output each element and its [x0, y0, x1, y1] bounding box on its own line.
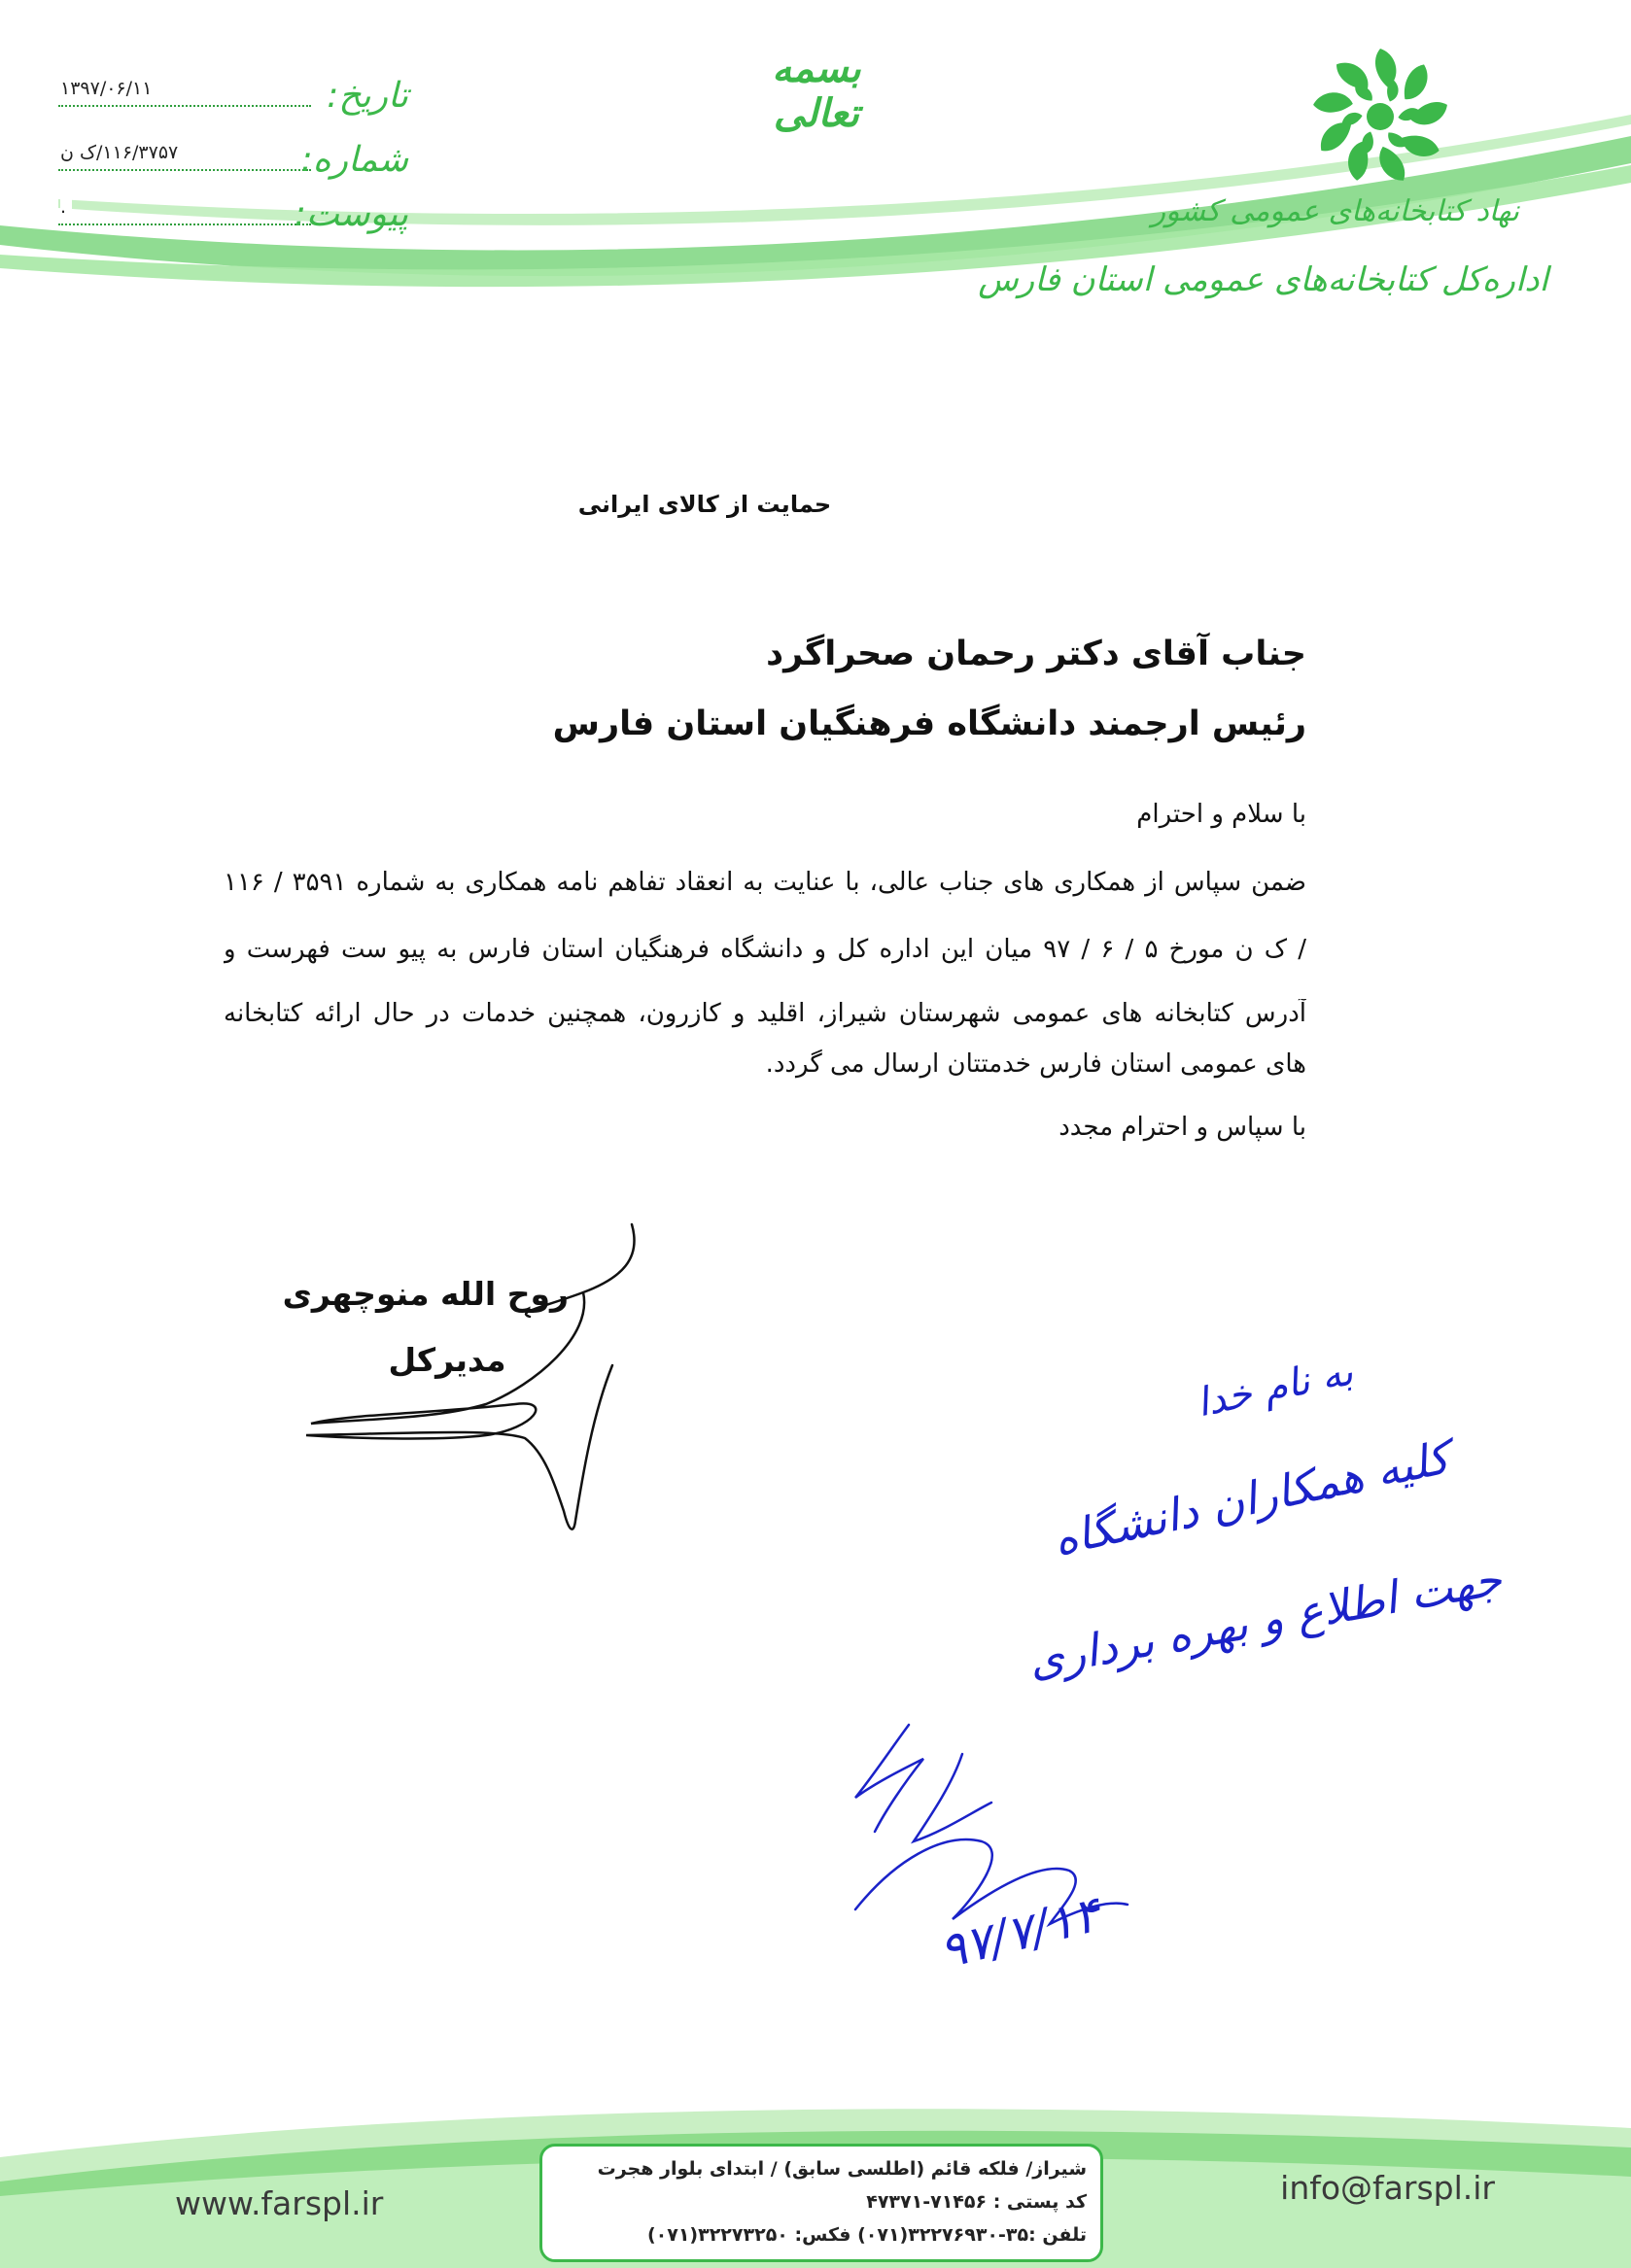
slogan: حمایت از کالای ایرانی [577, 491, 832, 518]
bismillah-heading: بسمه تعالی [772, 47, 861, 136]
recipient-title: رئیس ارجمند دانشگاه فرهنگیان استان فارس [552, 704, 1306, 743]
meta-number-value: ۱۱۶/۳۷۵۷/ک ن [60, 142, 184, 163]
body-line-2: / ک ن مورخ ۵ / ۶ / ۹۷ میان این اداره کل و دانشگاه فرهنگیان استان فارس به پیو ست فهرست و [224, 935, 1306, 964]
meta-date-label: تاریخ: [327, 76, 408, 116]
handwritten-note-line-3: جهت اطلاع و بهره برداری [1024, 1552, 1506, 1688]
signer-name: روح الله منوچهری [282, 1275, 569, 1313]
meta-attachment-label: پیوست: [294, 194, 408, 234]
organization-logo-emblem [1302, 39, 1458, 194]
meta-date-value: ۱۳۹۷/۰۶/۱۱ [60, 78, 157, 99]
director-signature-scribble [282, 1220, 680, 1540]
meta-attachment-value: . [60, 196, 72, 218]
footer-postal-code: کد پستی : ۷۱۴۵۶-۴۷۳۷۱ [866, 2191, 1087, 2213]
body-line-1: ضمن سپاس از همکاری های جناب عالی، با عنایت به انعقاد تفاهم نامه همکاری به شماره ۳۵۹۱ / ۱۱۶ [224, 868, 1306, 897]
meta-number-label: شماره: [300, 140, 408, 180]
meta-number-dotted-line [58, 169, 311, 171]
body-line-3: آدرس کتابخانه های عمومی شهرستان شیراز، اقلید و کازرون، همچنین خدمات در حال ارائه کتابخانه [224, 999, 1306, 1028]
body-line-4: های عمومی استان فارس خدمتتان ارسال می گردد. [765, 1049, 1306, 1079]
meta-attachment-dotted-line [58, 223, 311, 225]
meta-attachment-row [58, 194, 408, 241]
footer-phone-fax: تلفن :۳۵-۳۲۲۷۶۹۳۰(۰۷۱) فکس: ۳۲۲۷۳۲۵۰(۰۷۱) [646, 2224, 1087, 2246]
organization-name-national: نهاد کتابخانه‌های عمومی کشور [1151, 194, 1519, 228]
meta-date-row [58, 76, 408, 122]
handwritten-note-line-1: به نام خدا [1192, 1349, 1357, 1426]
recipient-name: جناب آقای دکتر رحمان صحراگرد [766, 635, 1306, 673]
handwritten-note-line-2: کلیه همکاران دانشگاه [1048, 1430, 1454, 1566]
handwritten-note-date: ۹۷/۷/۱۴ [933, 1885, 1106, 1980]
signer-title: مدیرکل [388, 1341, 506, 1379]
logo-petals [1312, 49, 1450, 186]
organization-name-provincial: اداره‌کل کتابخانه‌های عمومی استان فارس [978, 260, 1548, 299]
greeting: با سلام و احترام [1136, 800, 1306, 829]
footer-contact-box [539, 2144, 1103, 2262]
footer-address: شیراز/ فلکه قائم (اطلسی سابق) / ابتدای بلوار هجرت [597, 2158, 1087, 2180]
meta-date-dotted-line [58, 105, 311, 107]
meta-number-row [58, 140, 408, 187]
closing: با سپاس و احترام مجدد [1058, 1113, 1306, 1142]
footer-website-link[interactable]: www.farspl.ir [175, 2184, 384, 2222]
footer-email-link[interactable]: info@farspl.ir [1280, 2169, 1495, 2207]
